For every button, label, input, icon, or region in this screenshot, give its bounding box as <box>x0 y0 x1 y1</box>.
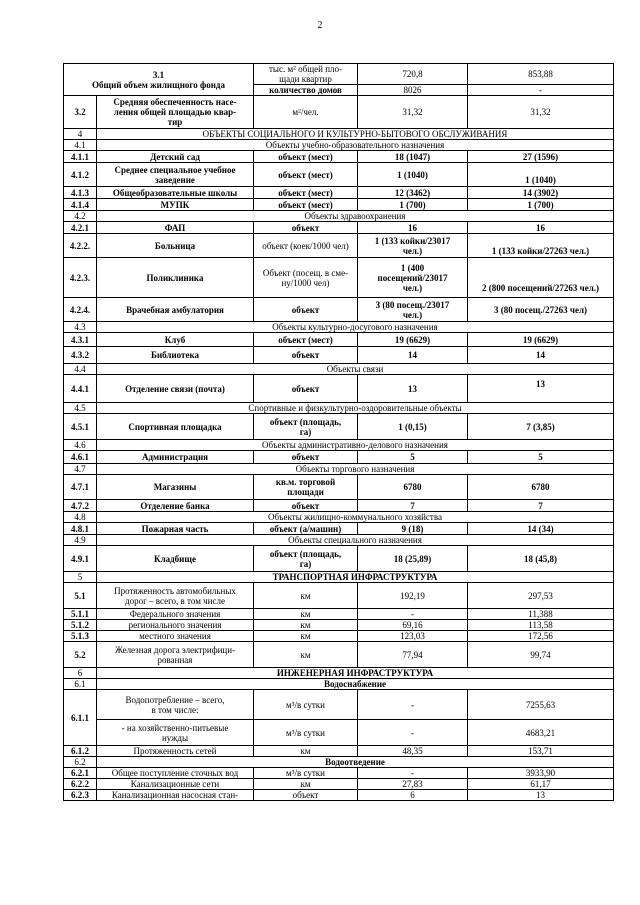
value-target: 14 (3902) <box>468 187 614 199</box>
value-current: 18 (1047) <box>358 151 468 163</box>
value-current: 1 (133 койки/23017 чел.) <box>358 234 468 258</box>
unit: км <box>254 631 358 642</box>
table-row <box>64 64 614 85</box>
value-target: 1 (700) <box>468 199 614 211</box>
section-title: Объекты связи <box>97 364 614 375</box>
unit: объект <box>254 790 358 801</box>
section-title: ОБЪЕКТЫ СОЦИАЛЬНОГО И КУЛЬТУРНО-БЫТОВОГО ОБСЛУЖИВАНИЯ <box>97 129 614 140</box>
section-title: ИНЖЕНЕРНАЯ ИНФРАСТРУКТУРА <box>97 668 614 679</box>
indicator-name: Библиотека <box>97 347 254 364</box>
unit: количество домов <box>254 85 358 96</box>
value-current: 1 (400 посещений/23017 чел.) <box>358 258 468 298</box>
section-row <box>64 512 614 523</box>
table-row <box>64 720 614 746</box>
value-current: 69,16 <box>358 620 468 631</box>
value-current: 720,8 <box>358 64 468 85</box>
section-title: ТРАНСПОРТНАЯ ИНФРАСТРУКТУРА <box>97 572 614 583</box>
value-current: 192,19 <box>358 583 468 609</box>
value-target: - <box>468 85 614 96</box>
indicator-name: 3.1 Общий объем жилищного фонда <box>64 64 254 96</box>
value-current: 77,94 <box>358 642 468 668</box>
row-number: 4.9 <box>64 535 97 546</box>
row-number: 4.4 <box>64 364 97 375</box>
section-row <box>64 440 614 451</box>
value-current: 27,83 <box>358 779 468 790</box>
section-row <box>64 211 614 222</box>
row-number: 4.3 <box>64 322 97 333</box>
indicator-name: Отделение банка <box>97 500 254 512</box>
unit: объект <box>254 451 358 464</box>
section-row <box>64 322 614 333</box>
row-number: 4.1 <box>64 140 97 151</box>
section-title: Объекты специального назначения <box>97 535 614 546</box>
row-number: 5.1.3 <box>64 631 97 642</box>
row-number: 6.1.1 <box>64 690 97 746</box>
value-current: 1 (0,15) <box>358 414 468 440</box>
table-row <box>64 690 614 720</box>
section-row <box>64 464 614 475</box>
value-current: - <box>358 609 468 620</box>
value-target: 2 (800 посещений/27263 чел.) <box>468 258 614 298</box>
unit: м²/чел. <box>254 96 358 129</box>
value-target: 3 (80 посещ./27263 чел) <box>468 298 614 322</box>
row-number: 4 <box>64 129 97 140</box>
value-current: 3 (80 посещ./23017 чел.) <box>358 298 468 322</box>
unit: объект (площадь, га) <box>254 546 358 572</box>
indicator-name: регионального значения <box>97 620 254 631</box>
table-row <box>64 414 614 440</box>
value-current: 7 <box>358 500 468 512</box>
indicator-name: Пожарная часть <box>97 523 254 535</box>
table-row <box>64 222 614 234</box>
row-number: 6.2.2 <box>64 779 97 790</box>
value-target: 13 <box>468 375 614 403</box>
table-row <box>64 375 614 403</box>
table-row <box>64 451 614 464</box>
row-number: 6 <box>64 668 97 679</box>
value-target: 13 <box>468 790 614 801</box>
table-row <box>64 583 614 609</box>
row-number: 3.2 <box>64 96 97 129</box>
value-target: 1 (1040) <box>468 163 614 187</box>
value-current: 19 (6629) <box>358 333 468 347</box>
section-row <box>64 668 614 679</box>
table-row <box>64 746 614 757</box>
row-number: 4.4.1 <box>64 375 97 403</box>
indicator-name: Больница <box>97 234 254 258</box>
value-target: 6780 <box>468 475 614 500</box>
indicator-name: Детский сад <box>97 151 254 163</box>
unit: км <box>254 779 358 790</box>
unit: м³/в сутки <box>254 768 358 779</box>
indicator-name: Магазины <box>97 475 254 500</box>
table-row <box>64 199 614 211</box>
row-number: 4.2.1 <box>64 222 97 234</box>
table-row <box>64 475 614 500</box>
row-number: 4.2 <box>64 211 97 222</box>
table-row <box>64 631 614 642</box>
value-target: 7 <box>468 500 614 512</box>
indicator-name: Протяженность сетей <box>97 746 254 757</box>
table-row <box>64 523 614 535</box>
indicator-name: Канализационная насосная стан- <box>97 790 254 801</box>
row-number: 5.2 <box>64 642 97 668</box>
value-current: 1 (1040) <box>358 163 468 187</box>
section-title: Объекты учебно-образовательного назначения <box>97 140 614 151</box>
value-target: 18 (45,8) <box>468 546 614 572</box>
row-number: 4.6.1 <box>64 451 97 464</box>
row-number: 4.8.1 <box>64 523 97 535</box>
value-current: 6 <box>358 790 468 801</box>
row-number: 4.9.1 <box>64 546 97 572</box>
row-number: 5.1.2 <box>64 620 97 631</box>
value-target: 7 (3,85) <box>468 414 614 440</box>
value-target: 27 (1596) <box>468 151 614 163</box>
row-number: 4.3.1 <box>64 333 97 347</box>
unit: кв.м. торговой площади <box>254 475 358 500</box>
value-current: 18 (25,89) <box>358 546 468 572</box>
value-current: 123,03 <box>358 631 468 642</box>
value-current: 14 <box>358 347 468 364</box>
row-number: 5 <box>64 572 97 583</box>
section-row <box>64 364 614 375</box>
section-title: Объекты торгового назначения <box>97 464 614 475</box>
table-row <box>64 790 614 801</box>
section-row <box>64 129 614 140</box>
section-row <box>64 572 614 583</box>
unit: объект (а/машин) <box>254 523 358 535</box>
value-current: - <box>358 768 468 779</box>
indicator-name: Общеобразовательные школы <box>97 187 254 199</box>
row-number: 4.2.2. <box>64 234 97 258</box>
table-row <box>64 779 614 790</box>
row-number: 4.5 <box>64 403 97 414</box>
indicator-name: - на хозяйственно-питьевые нужды <box>97 720 254 746</box>
section-title: Водоотведение <box>97 757 614 768</box>
table-row <box>64 609 614 620</box>
unit: Объект (посещ. в сме- ну/1000 чел) <box>254 258 358 298</box>
row-number: 4.5.1 <box>64 414 97 440</box>
value-target: 172,56 <box>468 631 614 642</box>
indicator-name: местного значения <box>97 631 254 642</box>
value-target: 4683,21 <box>468 720 614 746</box>
unit: км <box>254 642 358 668</box>
value-current: 6780 <box>358 475 468 500</box>
section-row <box>64 679 614 690</box>
value-target: 7255,63 <box>468 690 614 720</box>
unit: объект (мест) <box>254 187 358 199</box>
indicator-name: Кладбище <box>97 546 254 572</box>
section-title: Водоснабжение <box>97 679 614 690</box>
row-number: 4.8 <box>64 512 97 523</box>
row-number: 4.1.4 <box>64 199 97 211</box>
indicator-name: Спортивная площадка <box>97 414 254 440</box>
indicator-name: МУПК <box>97 199 254 211</box>
section-title: Объекты административно-делового назначения <box>97 440 614 451</box>
section-row <box>64 403 614 414</box>
table-row <box>64 96 614 129</box>
row-number: 4.3.2 <box>64 347 97 364</box>
row-number: 4.1.2 <box>64 163 97 187</box>
row-number: 4.7.2 <box>64 500 97 512</box>
row-number: 6.2.1 <box>64 768 97 779</box>
value-current: 31,32 <box>358 96 468 129</box>
unit: объект <box>254 375 358 403</box>
unit: объект (мест) <box>254 199 358 211</box>
unit: тыс. м² общей пло- щади квартир <box>254 64 358 85</box>
row-number: 6.1.2 <box>64 746 97 757</box>
value-current: 5 <box>358 451 468 464</box>
table-row <box>64 620 614 631</box>
table-row <box>64 642 614 668</box>
value-current: 13 <box>358 375 468 403</box>
value-current: 8026 <box>358 85 468 96</box>
unit: км <box>254 583 358 609</box>
value-current: 12 (3462) <box>358 187 468 199</box>
table-row <box>64 768 614 779</box>
value-target: 14 (34) <box>468 523 614 535</box>
row-number: 4.2.4. <box>64 298 97 322</box>
table-row <box>64 298 614 322</box>
unit: объект (мест) <box>254 151 358 163</box>
row-number: 5.1.1 <box>64 609 97 620</box>
unit: м³/в сутки <box>254 720 358 746</box>
section-title: Спортивные и физкультурно-оздоровительные объекты <box>97 403 614 414</box>
value-target: 153,71 <box>468 746 614 757</box>
unit: км <box>254 746 358 757</box>
indicator-name: Канализационные сети <box>97 779 254 790</box>
value-target: 853,88 <box>468 64 614 85</box>
indicator-name: Общее поступление сточных вод <box>97 768 254 779</box>
unit: объект (мест) <box>254 163 358 187</box>
value-target: 11,388 <box>468 609 614 620</box>
indicators-table <box>63 63 614 801</box>
section-row <box>64 535 614 546</box>
value-target: 99,74 <box>468 642 614 668</box>
indicator-name: Средняя обеспеченность насе- ления общей площадью квар- тир <box>97 96 254 129</box>
value-current: 48,35 <box>358 746 468 757</box>
value-current: 1 (700) <box>358 199 468 211</box>
indicator-name: Администрация <box>97 451 254 464</box>
unit: объект <box>254 347 358 364</box>
section-title: Объекты жилищно-коммунального хозяйства <box>97 512 614 523</box>
row-number: 4.7.1 <box>64 475 97 500</box>
indicator-name: Железная дорога электрифици- рованная <box>97 642 254 668</box>
unit: объект <box>254 222 358 234</box>
unit: объект (коек/1000 чел) <box>254 234 358 258</box>
indicator-name: Среднее специальное учебное заведение <box>97 163 254 187</box>
unit: м³/в сутки <box>254 690 358 720</box>
unit: км <box>254 609 358 620</box>
value-target: 1 (133 койки/27263 чел.) <box>468 234 614 258</box>
value-current: - <box>358 720 468 746</box>
row-number: 6.2 <box>64 757 97 768</box>
row-number: 4.1.1 <box>64 151 97 163</box>
value-target: 16 <box>468 222 614 234</box>
table-row <box>64 333 614 347</box>
row-number: 4.6 <box>64 440 97 451</box>
table-row <box>64 347 614 364</box>
unit: объект (мест) <box>254 333 358 347</box>
value-target: 61,17 <box>468 779 614 790</box>
value-target: 14 <box>468 347 614 364</box>
row-number: 6.2.3 <box>64 790 97 801</box>
value-target: 31,32 <box>468 96 614 129</box>
row-number: 6.1 <box>64 679 97 690</box>
row-number: 4.2.3. <box>64 258 97 298</box>
table-row <box>64 546 614 572</box>
value-current: 16 <box>358 222 468 234</box>
value-target: 5 <box>468 451 614 464</box>
value-current: 9 (18) <box>358 523 468 535</box>
table-row <box>64 163 614 187</box>
value-target: 297,53 <box>468 583 614 609</box>
section-row <box>64 140 614 151</box>
unit: объект <box>254 298 358 322</box>
unit: объект <box>254 500 358 512</box>
row-number: 4.7 <box>64 464 97 475</box>
unit: км <box>254 620 358 631</box>
value-current: - <box>358 690 468 720</box>
section-title: Объекты культурно-досугового назначения <box>97 322 614 333</box>
section-row <box>64 757 614 768</box>
indicator-name: Поликлиника <box>97 258 254 298</box>
table-row <box>64 500 614 512</box>
indicator-name: ФАП <box>97 222 254 234</box>
unit: объект (площадь, га) <box>254 414 358 440</box>
indicator-name: Федерального значения <box>97 609 254 620</box>
table-row <box>64 151 614 163</box>
indicator-name: Протяженность автомобильных дорог – всего, в том числе <box>97 583 254 609</box>
row-number: 4.1.3 <box>64 187 97 199</box>
table-row <box>64 258 614 298</box>
indicator-name: Клуб <box>97 333 254 347</box>
page-number: 2 <box>317 20 323 31</box>
indicator-name: Отделение связи (почта) <box>97 375 254 403</box>
value-target: 3933,90 <box>468 768 614 779</box>
indicator-name: Врачебная амбулатория <box>97 298 254 322</box>
value-target: 113,58 <box>468 620 614 631</box>
row-number: 5.1 <box>64 583 97 609</box>
indicator-name: Водопотребление – всего, в том числе: <box>97 690 254 720</box>
table-row <box>64 234 614 258</box>
table-row <box>64 187 614 199</box>
section-title: Объекты здравоохранения <box>97 211 614 222</box>
value-target: 19 (6629) <box>468 333 614 347</box>
